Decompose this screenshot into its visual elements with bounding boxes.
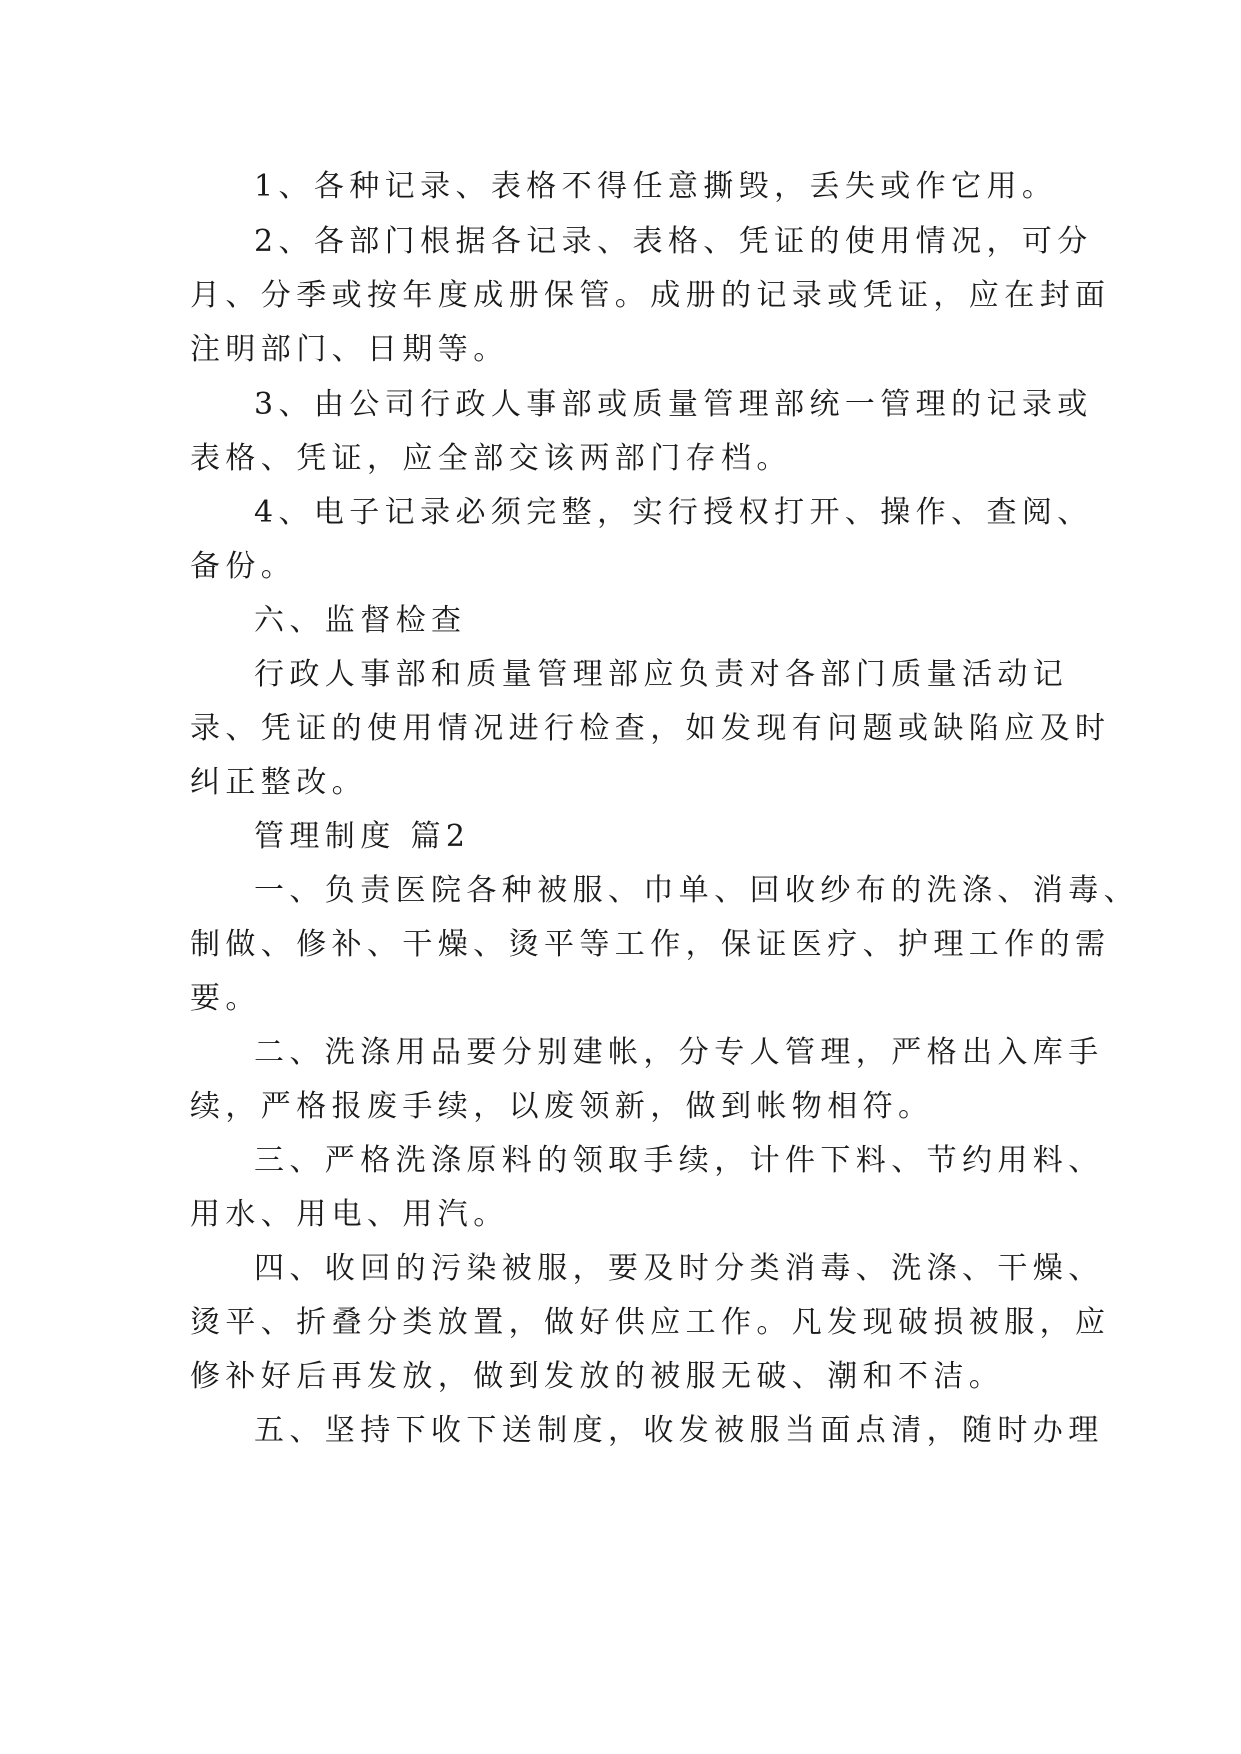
text-line: 要。 [190,981,261,1016]
text-line: 三、严格洗涤原料的领取手续，计件下料、节约用料、 [254,1143,1104,1178]
text-line: 四、收回的污染被服，要及时分类消毒、洗涤、干燥、 [254,1251,1104,1286]
text-line: 4、电子记录必须完整，实行授权打开、操作、查阅、 [254,495,1093,530]
section-heading: 管理制度 篇2 [254,819,471,854]
text-line: 月、分季或按年度成册保管。成册的记录或凭证，应在封面 [190,278,1111,313]
text-line: 2、各部门根据各记录、表格、凭证的使用情况，可分 [254,224,1093,259]
text-line: 3、由公司行政人事部或质量管理部统一管理的记录或 [254,387,1093,422]
text-line: 五、坚持下收下送制度，收发被服当面点清，随时办理 [254,1413,1104,1448]
text-line: 制做、修补、干燥、烫平等工作，保证医疗、护理工作的需 [190,927,1111,962]
text-line: 纠正整改。 [190,765,367,800]
text-line: 行政人事部和质量管理部应负责对各部门质量活动记 [254,657,1069,692]
text-line: 续，严格报废手续，以废领新，做到帐物相符。 [190,1089,934,1124]
text-line: 用水、用电、用汽。 [190,1197,509,1232]
text-line: 二、洗涤用品要分别建帐，分专人管理，严格出入库手 [254,1035,1104,1070]
text-line: 录、凭证的使用情况进行检查，如发现有问题或缺陷应及时 [190,711,1111,746]
section-heading: 六、监督检查 [254,603,467,638]
text-line: 烫平、折叠分类放置，做好供应工作。凡发现破损被服，应 [190,1305,1111,1340]
text-line: 修补好后再发放，做到发放的被服无破、潮和不洁。 [190,1359,1005,1394]
text-line: 表格、凭证，应全部交该两部门存档。 [190,441,792,476]
text-line: 一、负责医院各种被服、巾单、回收纱布的洗涤、消毒、 [254,873,1139,908]
text-line: 备份。 [190,549,297,584]
text-line: 注明部门、日期等。 [190,332,509,367]
text-line: 1、各种记录、表格不得任意撕毁，丢失或作它用。 [254,169,1058,204]
